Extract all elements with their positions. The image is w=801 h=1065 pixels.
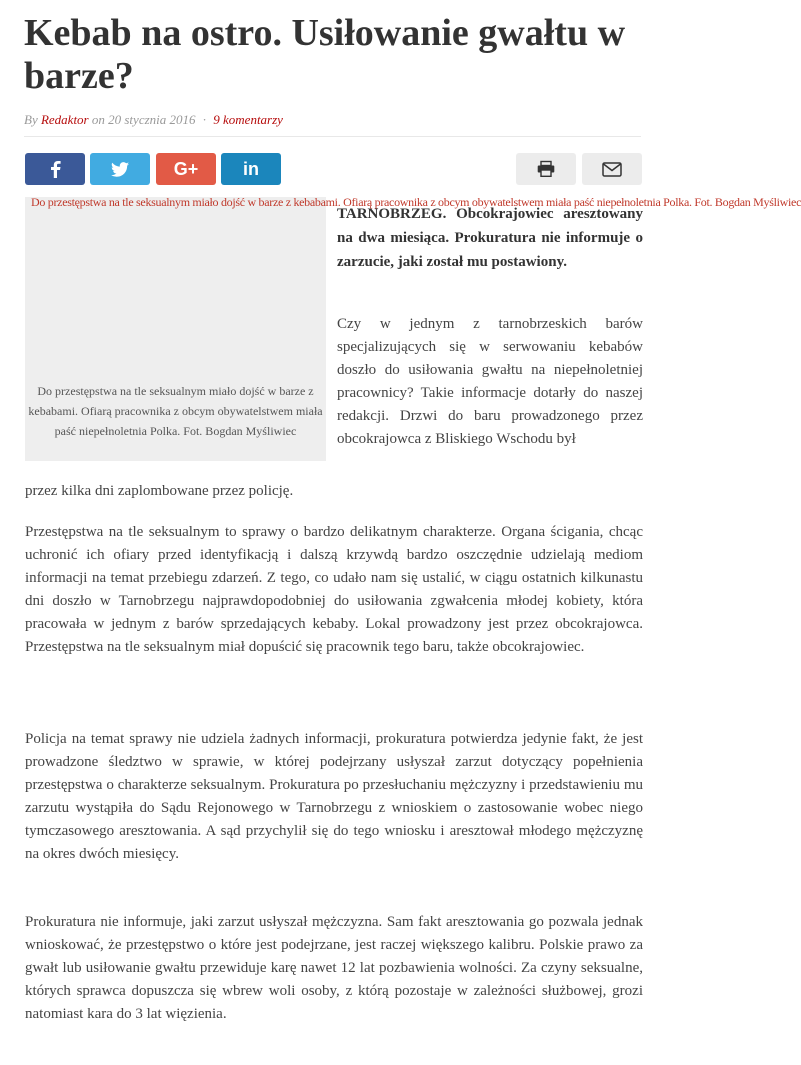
article-paragraph: Prokuratura nie informuje, jaki zarzut usłyszał mężczyzna. Sam fakt aresztowania go pozwala jednak wnioskować, że przestępstwo o które jest podejrzane, jest raczej większego kalibru. Polskie prawo za gwałt lub usiłowanie gwałtu przewiduje karę nawet 12 lat pozbawienia wolności. Za czyny seksualne, których sprawca dopuszcza się wbrew woli osoby, z którą pozostaje w zależności służbowej, grozi natomiast kara do 3 lat więzienia. [25, 914, 643, 1022]
image-alt-text: Do przestępstwa na tle seksualnym miało dojść w barze z kebabami. Ofiarą pracownika z obcym obywatelstwem miała paść niepełnoletnia Polka. Fot. Bogdan Myśliwiec [31, 195, 801, 209]
meta-separator: · [202, 112, 207, 127]
article-lead: TARNOBRZEG. Obcokrajowiec aresztowany na dwa miesiąca. Prokuratura nie informuje o zarzucie, jaki został mu postawiony. [337, 206, 643, 270]
share-google-plus-button[interactable] [156, 153, 216, 185]
linkedin-icon: in [243, 158, 259, 179]
print-button[interactable] [516, 153, 576, 185]
twitter-icon [111, 162, 129, 177]
article-meta [24, 111, 644, 129]
mail-icon [602, 162, 622, 177]
divider [24, 136, 641, 137]
article-intro: Czy w jednym z tarnobrzeskich barów specjalizujących się w serwowaniu kebabów doszło do usiłowania gwałtu na niepełnoletniej pracownicy? Takie informacje dotarły do naszej redakcji. Drzwi do baru prowadzonego przez obcokrajowca z Bliskiego Wschodu był [337, 316, 643, 447]
author-link[interactable]: Redaktor [40, 112, 89, 127]
share-linkedin-button[interactable] [221, 153, 281, 185]
share-facebook-button[interactable] [25, 153, 85, 185]
share-twitter-button[interactable] [90, 153, 150, 185]
image-caption: Do przestępstwa na tle seksualnym miało dojść w barze z kebabami. Ofiarą pracownika z obcym obywatelstwem miała paść niepełnoletnia Polka. Fot. Bogdan Myśliwiec [28, 384, 323, 438]
comments-link[interactable]: 9 komentarzy [213, 112, 283, 127]
article-paragraph: Przestępstwa na tle seksualnym to sprawy o bardzo delikatnym charakterze. Organa ścigania, chcąc uchronić ich ofiary przed identyfikacją i dalszą krzywdą bardzo oszczędnie udzielają mediom informacji na temat przebiegu zdarzeń. Z tego, co udało nam się ustalić, w ciągu ostatnich kilkunastu dni doszło w Tarnobrzegu najprawdopodobniej do usiłowania zgwałcenia młodej kobiety, która pracowała w jednym z barów sprzedających kebaby. Lokal prowadzony jest przez obcokrajowca. Przestępstwa na tle seksualnym miał dopuścić się pracownik tego baru, także obcokrajowiec. [25, 524, 643, 655]
article-intro-tail: przez kilka dni zaplombowane przez policję. [25, 483, 294, 499]
print-icon [537, 161, 555, 177]
publish-date: 20 stycznia 2016 [108, 112, 196, 127]
email-button[interactable] [582, 153, 642, 185]
article-paragraph: Policja na temat sprawy nie udziela żadnych informacji, prokuratura potwierdza jedynie fakt, że jest prowadzone śledztwo w sprawie, w której podejrzany usłyszał zarzut dotyczący popełnienia przestępstwa o charakterze seksualnym. Prokuratura po przesłuchaniu mężczyzny i przedstawieniu mu zarzutu wystąpiła do Sądu Rejonowego w Tarnobrzegu z wnioskiem o zastosowanie wobec niego tymczasowego aresztowania. A sąd przychylił się do tego wniosku i aresztował młodego mężczyznę na okres dwóch miesięcy. [25, 731, 643, 862]
meta-on: on [91, 112, 105, 127]
google-plus-icon: G+ [173, 158, 199, 179]
meta-by: By [24, 112, 38, 127]
facebook-icon [50, 160, 61, 178]
article-title: Kebab na ostro. Usiłowanie gwałtu w barze? [24, 12, 626, 97]
